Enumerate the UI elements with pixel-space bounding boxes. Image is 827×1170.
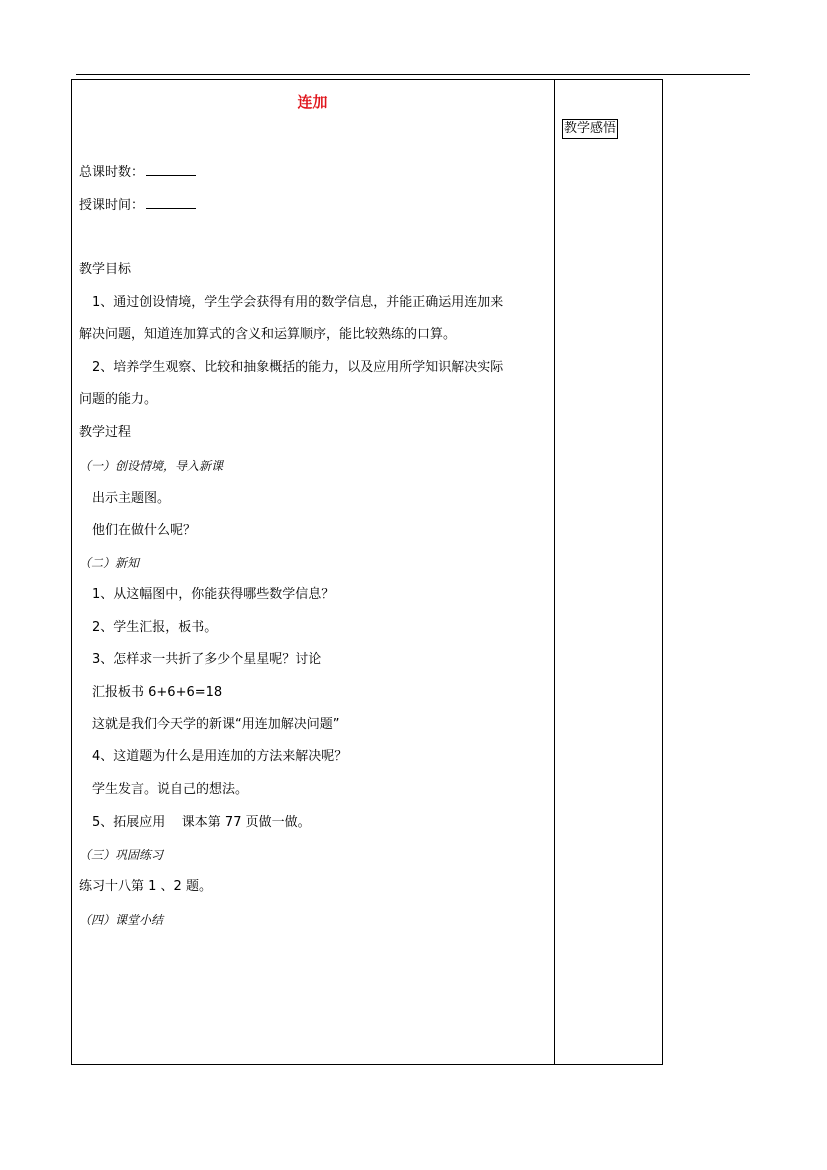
section-3-heading: （三）巩固练习 — [79, 848, 164, 862]
section-2-line-4: 汇报板书 6+6+6=18 — [92, 685, 223, 700]
objective-1-line-2: 解决问题，知道连加算式的含义和运算顺序，能比较熟练的口算。 — [79, 327, 457, 342]
class-time-label: 授课时间： — [79, 198, 145, 213]
section-2-line-6: 4、这道题为什么是用连加的方法来解决呢？ — [92, 749, 348, 764]
total-hours-row — [79, 163, 196, 182]
section-1-heading: （一）创设情境，导入新课 — [79, 459, 224, 473]
section-1-line-1: 出示主题图。 — [92, 491, 171, 506]
objectives-heading: 教学目标 — [79, 262, 132, 277]
column-divider — [554, 79, 555, 1065]
objective-2-line-2: 问题的能力。 — [79, 392, 158, 407]
section-2-line-3: 3、怎样求一共折了多少个星星呢？讨论 — [92, 652, 322, 667]
section-2-line-7: 学生发言。说自己的想法。 — [92, 782, 249, 797]
objective-1-line-1: 1、通过创设情境，学生学会获得有用的数学信息，并能正确运用连加来 — [92, 295, 504, 310]
section-1-line-2: 他们在做什么呢？ — [92, 523, 197, 538]
objective-2-line-1: 2、培养学生观察、比较和抽象概括的能力，以及应用所学知识解决实际 — [92, 360, 504, 375]
section-4-heading: （四）课堂小结 — [79, 913, 164, 927]
section-3-line-1: 练习十八第 1 、2 题。 — [79, 879, 212, 894]
section-2-line-1: 1、从这幅图中，你能获得哪些数学信息？ — [92, 587, 335, 602]
section-2-heading: （二）新知 — [79, 556, 140, 570]
process-heading: 教学过程 — [79, 425, 132, 440]
lesson-title: 连加 — [297, 93, 328, 111]
total-hours-label: 总课时数： — [79, 165, 145, 180]
class-time-row — [79, 196, 196, 215]
class-time-blank — [146, 196, 196, 209]
reflection-label: 教学感悟 — [562, 119, 618, 139]
total-hours-blank — [146, 163, 196, 176]
section-2-line-5: 这就是我们今天学的新课“用连加解决问题” — [92, 717, 340, 732]
header-rule — [76, 74, 750, 75]
section-2-line-2: 2、学生汇报，板书。 — [92, 620, 218, 635]
section-2-line-8: 5、拓展应用 课本第 77 页做一做。 — [92, 815, 311, 830]
